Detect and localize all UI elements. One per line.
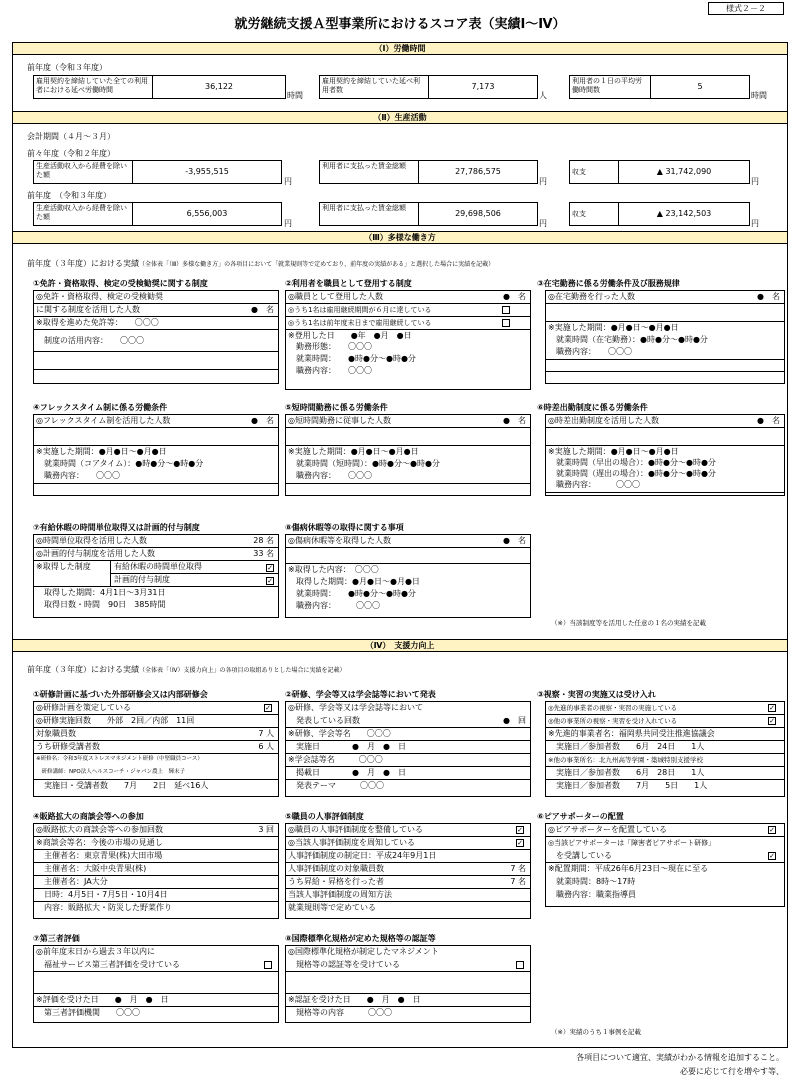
total-hours-label: 雇用契約を締結していた全ての利用者における延べ労働時間 bbox=[33, 75, 153, 99]
item-title: ②利用者を職員として登用する制度 bbox=[285, 279, 412, 288]
row bbox=[286, 972, 530, 994]
item-title: ⑥ピアサポーターの配置 bbox=[537, 812, 624, 821]
row bbox=[546, 291, 784, 304]
y2-wage: 29,698,506 bbox=[418, 202, 538, 226]
row-value: ● 回 bbox=[503, 716, 526, 725]
unit-people: 人 bbox=[539, 91, 547, 100]
section-labor-hours bbox=[12, 42, 788, 112]
item-third-party-eval bbox=[33, 945, 279, 1023]
intro-text: 前年度（３年度）における実績 bbox=[27, 259, 139, 268]
row: 取得日数・時間 90日 385時間 bbox=[36, 600, 166, 609]
row-label: 対象職員数 bbox=[36, 729, 76, 738]
row: 取得した期間：4月1日～3月31日 bbox=[36, 588, 166, 597]
row bbox=[34, 428, 278, 446]
row: ◎うち1名は前年度末日まで雇用継続している bbox=[286, 317, 530, 330]
balance-label: 収支 bbox=[569, 160, 619, 184]
row: 規格等の認証等を受けている bbox=[286, 959, 530, 972]
unit-yen: 円 bbox=[284, 177, 292, 186]
row bbox=[34, 352, 278, 370]
row bbox=[34, 824, 278, 837]
year1-label: 前々年度（令和２年度） bbox=[27, 149, 115, 158]
item-title: ③在宅勤務に係る労働条件及び服務規律 bbox=[537, 279, 680, 288]
row: ◎前年度末日から過去３年以内に bbox=[36, 947, 155, 956]
item-title: ⑧国際標準化規格が定めた規格等の認証等 bbox=[285, 934, 436, 943]
row: ◎ピアサポーターを配置している bbox=[546, 824, 784, 837]
row-label: ※取得した制度 bbox=[36, 562, 91, 571]
row: 実施日・受講者数 7月 2日 延べ16人 bbox=[36, 781, 209, 790]
item-staggered-hours bbox=[545, 414, 785, 496]
row: 勤務形態： 〇〇〇 bbox=[288, 342, 372, 351]
row-value: ● 名 bbox=[757, 292, 780, 301]
item-training bbox=[33, 701, 279, 797]
section-diverse-work bbox=[12, 232, 788, 640]
note: （※）当該制度等を活用した任意の１名の実績を記載 bbox=[551, 619, 706, 627]
row: ◎先進的事業者の視察・実習の実施している bbox=[546, 702, 784, 715]
row: 職務内容：職業指導員 bbox=[548, 890, 636, 899]
y1-wage: 27,786,575 bbox=[418, 160, 538, 184]
y1-income: -3,955,515 bbox=[132, 160, 282, 184]
row-label: うち昇給・昇格を行った者 bbox=[288, 877, 384, 886]
row: ◎研修、学会等又は学会誌等において bbox=[288, 703, 423, 712]
row: 発表テーマ 〇〇〇 bbox=[288, 781, 384, 790]
leave-type-planned: 計画的付与制度 bbox=[110, 574, 278, 587]
row: 職務内容： 〇〇〇 bbox=[546, 479, 784, 493]
row: ※他の事業所名：北九州高等学園・築城特別支援学校 bbox=[546, 754, 784, 767]
y2-income: 6,556,003 bbox=[132, 202, 282, 226]
checkbox[interactable] bbox=[516, 961, 524, 969]
item-flextime bbox=[33, 414, 279, 496]
row bbox=[546, 360, 784, 372]
row-label: 人事評価制度の対象職員数 bbox=[288, 864, 384, 873]
y1-balance: ▲ 31,742,090 bbox=[618, 160, 750, 184]
intro-note: （全体表「（Ⅲ）多様な働き方」の各項目において「就業規則等で定めており、前年度の実績がある」と選択した場合に実績を記載） bbox=[139, 261, 495, 268]
row bbox=[34, 415, 278, 428]
row bbox=[34, 972, 278, 994]
year-label: 前年度（令和３年度） bbox=[27, 63, 107, 72]
row: ※取得した内容： 〇〇〇 bbox=[288, 565, 379, 574]
row-label: ◎計画的付与制度を活用した人数 bbox=[36, 549, 155, 558]
row: 職務内容： 〇〇〇 bbox=[286, 470, 530, 484]
total-hours-value: 36,122 bbox=[152, 75, 286, 99]
income-label: 生産活動収入から経費を除いた額 bbox=[33, 160, 133, 184]
checkbox[interactable]: ✓ bbox=[769, 852, 775, 860]
item-title: ⑦有給休暇の時間単位取得又は計画的付与制度 bbox=[33, 523, 200, 532]
row-label: に関する制度を活用した人数 bbox=[36, 305, 140, 314]
row: ※先進的事業者名：福岡県共同受注推進協議会 bbox=[546, 728, 784, 741]
income-label: 生産活動収入から経費を除いた額 bbox=[33, 202, 133, 226]
section-production bbox=[12, 112, 788, 232]
row-value: ● 名 bbox=[503, 292, 526, 301]
row bbox=[34, 535, 278, 548]
row: ※実施した期間：●月●日～●月●日 bbox=[548, 447, 679, 456]
row: 実施日／参加者数 7月 5日 1人 bbox=[548, 781, 708, 790]
item-title: ④販路拡大の商談会等への参加 bbox=[33, 812, 144, 821]
row: 就業時間（遅出の場合）：●時●分～●時●分 bbox=[548, 469, 716, 478]
row: 就業時間（在宅勤務）：●時●分～●時●分 bbox=[548, 335, 708, 344]
row-value: 7 人 bbox=[258, 729, 274, 738]
row-value: 6 人 bbox=[258, 742, 274, 751]
item-title: ①研修計画に基づいた外部研修会又は内部研修会 bbox=[33, 690, 208, 699]
item-presentation bbox=[285, 701, 531, 797]
row: ※実施した期間：●月●日～●月●日 bbox=[36, 447, 167, 456]
row: ◎当該ピアサポーターは「障害者ピアサポート研修」 bbox=[548, 839, 716, 847]
row: 就業時間：8時～17時 bbox=[548, 877, 636, 886]
row bbox=[286, 415, 530, 428]
row: 福祉サービス第三者評価を受けている bbox=[34, 959, 278, 972]
period-label: 会計期間（４月～３月） bbox=[27, 132, 115, 141]
row-label: ◎フレックスタイム制を活用した人数 bbox=[36, 416, 171, 425]
unit-hours: 時間 bbox=[287, 91, 303, 100]
item-title: ⑤短時間勤務に係る労働条件 bbox=[285, 403, 388, 412]
row bbox=[286, 291, 530, 304]
item-peer-supporter bbox=[545, 823, 785, 907]
row-label: ◎傷病休暇等を取得した人数 bbox=[288, 536, 391, 545]
row: ※実施した期間：●月●日～●月●日 bbox=[288, 447, 419, 456]
item-staff-promotion bbox=[285, 290, 531, 390]
intro-text: 前年度（３年度）における実績 bbox=[27, 665, 139, 674]
row: 実施日／参加者数 6月 28日 1人 bbox=[546, 767, 784, 780]
row: ※登用した日 ●年 ●月 ●日 bbox=[288, 331, 412, 340]
row: ◎職員の人事評価制度を整備している bbox=[286, 824, 530, 837]
item-title: ⑦第三者評価 bbox=[33, 934, 80, 943]
avg-hours-value: 5 bbox=[650, 75, 750, 99]
row: 主催者名：大阪中央青果(株) bbox=[34, 863, 278, 876]
row-value: ● 名 bbox=[251, 416, 274, 425]
intro-note: （全体表「（Ⅳ）支援力向上」の各項目の取組ありとした場合に実績を記載） bbox=[139, 667, 346, 674]
item-title: ⑤職員の人事評価制度 bbox=[285, 812, 364, 821]
row: ◎当該人事評価制度を周知している bbox=[286, 837, 530, 850]
wage-label: 利用者に支払った賃金総額 bbox=[319, 202, 419, 226]
row: 就業時間（コアタイム）：●時●分～●時●分 bbox=[36, 459, 204, 468]
item-title: ③視察・実習の実施又は受け入れ bbox=[537, 690, 656, 699]
row: ◎うち1名は雇用継続期間が６月に達している bbox=[286, 304, 530, 317]
row bbox=[286, 535, 530, 548]
row: 就業時間： ●時●分～●時●分 bbox=[288, 589, 416, 598]
row: 第三者評価機関 〇〇〇 bbox=[36, 1008, 140, 1017]
row: 実施日 ● 月 ● 日 bbox=[286, 741, 530, 754]
item-evaluation bbox=[285, 823, 531, 919]
item-license bbox=[33, 290, 279, 384]
row bbox=[546, 415, 784, 428]
item-title: ⑥時差出勤制度に係る労働条件 bbox=[537, 403, 648, 412]
item-inspection bbox=[545, 701, 785, 797]
form-number: 様式２－２ bbox=[708, 2, 784, 15]
row: ◎研修計画を策定している bbox=[34, 702, 278, 715]
checkbox[interactable] bbox=[502, 319, 510, 327]
item-title: ②研修、学会等又は学会誌等において発表 bbox=[285, 690, 436, 699]
row: ※商談会等名：今後の市場の見通し bbox=[34, 837, 278, 850]
footer-note-1: 各項目について適宜、実績がわかる情報を追加すること。 bbox=[576, 1053, 784, 1062]
row: 職務内容： 〇〇〇 bbox=[288, 366, 372, 375]
checkbox[interactable]: ✓ bbox=[267, 564, 273, 572]
row: 取得した期間：●月●日～●月●日 bbox=[288, 577, 420, 586]
row-label: ◎在宅勤務を行った人数 bbox=[548, 292, 635, 301]
item-short-hours bbox=[285, 414, 531, 496]
row: ※取得を進めた免許等： 〇〇〇 bbox=[34, 317, 278, 330]
item-trade-fair bbox=[33, 823, 279, 919]
row: ◎国際標準化規格が制定したマネジメント bbox=[288, 947, 439, 956]
row: 主催者名：東京青果(株)大田市場 bbox=[34, 850, 278, 863]
checkbox[interactable]: ✓ bbox=[517, 839, 523, 847]
row-label: ◎時差出勤制度を活用した人数 bbox=[548, 416, 659, 425]
row: 就業規則等で定めている bbox=[288, 903, 376, 912]
row: 規格等の内容 〇〇〇 bbox=[288, 1008, 392, 1017]
total-users-value: 7,173 bbox=[428, 75, 538, 99]
row-label: うち研修受講者数 bbox=[36, 742, 100, 751]
row-value: 33 名 bbox=[253, 549, 274, 558]
row: 就業時間（短時間）：●時●分～●時●分 bbox=[288, 459, 440, 468]
row-label: 発表している回数 bbox=[288, 716, 360, 725]
unit-yen: 円 bbox=[539, 177, 547, 186]
row: 実施日／参加者数 6月 24日 1人 bbox=[546, 741, 784, 754]
page-title: 就労継続支援Ａ型事業所におけるスコア表（実績Ⅰ～Ⅳ） bbox=[234, 17, 566, 32]
row-value: 7 名 bbox=[510, 877, 526, 886]
row: 職務内容： 〇〇〇 bbox=[546, 346, 784, 360]
checkbox[interactable] bbox=[502, 306, 510, 314]
section-header: （Ⅰ）労働時間 bbox=[13, 43, 787, 55]
row bbox=[286, 548, 530, 564]
note: （※）実績のうち１事例を記載 bbox=[551, 1028, 641, 1036]
row bbox=[34, 728, 278, 741]
row-value: 3 回 bbox=[258, 825, 274, 834]
item-title: ⑧傷病休暇等の取得に関する事項 bbox=[285, 523, 404, 532]
item-paid-leave bbox=[33, 534, 279, 618]
section-header: （Ⅳ） 支援力向上 bbox=[13, 640, 787, 652]
row: ◎研修実施回数 外部 2回／内部 11回 bbox=[34, 715, 278, 728]
balance-label: 収支 bbox=[569, 202, 619, 226]
row: ◎免許・資格取得、検定の受検勧奨 bbox=[34, 291, 278, 304]
checkbox[interactable]: ✓ bbox=[769, 826, 775, 834]
row bbox=[286, 863, 530, 876]
row: 職務内容： 〇〇〇 bbox=[288, 601, 380, 610]
checkbox[interactable]: ✓ bbox=[769, 704, 775, 712]
row-label: ◎短時間勤務に従事した人数 bbox=[288, 416, 391, 425]
item-title: ④フレックスタイム制に係る労働条件 bbox=[33, 403, 168, 412]
row-value: ● 名 bbox=[757, 416, 780, 425]
section-header: （Ⅱ）生産活動 bbox=[13, 112, 787, 124]
row-label: ◎時間単位取得を活用した人数 bbox=[36, 536, 147, 545]
row: 研修講師：NPO法人ヘルスコーチ・ジャパン農上 輝末子 bbox=[34, 765, 278, 780]
row bbox=[286, 876, 530, 889]
row: 当該人事評価制度の周知方法 bbox=[286, 889, 530, 902]
row: ※研修名：令和3年度ストレスマネジメント研修（中堅職員コース） bbox=[36, 756, 203, 762]
row: 日時：4月5日・7月5日・10月4日 bbox=[34, 889, 278, 902]
row: ※配置期間：平成26年6月23日～現在に至る bbox=[548, 864, 709, 873]
row bbox=[34, 304, 278, 317]
wage-label: 利用者に支払った賃金総額 bbox=[319, 160, 419, 184]
unit-yen: 円 bbox=[284, 219, 292, 228]
unit-yen: 円 bbox=[751, 177, 759, 186]
row: 主催者名：JA大分 bbox=[34, 876, 278, 889]
row-value: ● 名 bbox=[503, 416, 526, 425]
row-value: 28 名 bbox=[253, 536, 274, 545]
unit-yen: 円 bbox=[751, 219, 759, 228]
checkbox[interactable]: ✓ bbox=[265, 704, 271, 712]
row: 制度の活用内容： 〇〇〇 bbox=[34, 330, 278, 352]
row-value: ● 名 bbox=[503, 536, 526, 545]
row bbox=[286, 715, 530, 728]
row: ※実施した期間：●月●日～●月●日 bbox=[548, 323, 679, 332]
row: 掲載日 ● 月 ● 日 bbox=[286, 767, 530, 780]
unit-hours: 時間 bbox=[751, 91, 767, 100]
checkbox[interactable]: ✓ bbox=[517, 826, 523, 834]
checkbox[interactable]: ✓ bbox=[267, 577, 273, 585]
row: ※評価を受けた日 ● 月 ● 日 bbox=[34, 994, 278, 1007]
row-value: ● 名 bbox=[251, 305, 274, 314]
row: 人事評価制度の制定日：平成24年9月1日 bbox=[286, 850, 530, 863]
row: ◎他の事業所の視察・実習を受け入れている bbox=[546, 715, 784, 728]
row: ※研修、学会等名 〇〇〇 bbox=[286, 728, 530, 741]
row bbox=[34, 548, 278, 561]
row-label: ◎販路拡大の商談会等への参加回数 bbox=[36, 825, 163, 834]
intro bbox=[27, 258, 494, 269]
footer-note-2: 必要に応じて行を増やす等、 bbox=[680, 1067, 784, 1076]
row: 職務内容： 〇〇〇 bbox=[34, 470, 278, 484]
leave-type-hourly: 有給休暇の時間単位取得 bbox=[110, 561, 278, 574]
row: を受講している bbox=[546, 850, 784, 863]
row: 内容：販路拡大・防災した野菜作り bbox=[36, 903, 172, 912]
total-users-label: 雇用契約を締結していた延べ利用者数 bbox=[319, 75, 429, 99]
year2-label: 前年度 （令和３年度） bbox=[27, 191, 111, 200]
item-sick-leave bbox=[285, 534, 531, 618]
unit-yen: 円 bbox=[539, 219, 547, 228]
intro bbox=[27, 664, 346, 675]
item-remote-work bbox=[545, 290, 785, 384]
row-label: ◎職員として登用した人数 bbox=[288, 292, 383, 301]
section-support-capacity bbox=[12, 640, 788, 1048]
avg-hours-label: 利用者の１日の平均労働時間数 bbox=[569, 75, 651, 99]
row: 就業時間（早出の場合）：●時●分～●時●分 bbox=[548, 458, 716, 467]
item-iso-certification bbox=[285, 945, 531, 1023]
y2-balance: ▲ 23,142,503 bbox=[618, 202, 750, 226]
row bbox=[286, 428, 530, 446]
row bbox=[34, 741, 278, 754]
row-value: 7 名 bbox=[510, 864, 526, 873]
checkbox[interactable] bbox=[264, 961, 272, 969]
row bbox=[546, 428, 784, 446]
row bbox=[546, 304, 784, 322]
row: ※認証を受けた日 ● 月 ● 日 bbox=[286, 994, 530, 1007]
item-title: ①免許・資格取得、検定の受検勧奨に関する制度 bbox=[33, 279, 208, 288]
row: 就業時間： ●時●分～●時●分 bbox=[288, 354, 416, 363]
checkbox[interactable]: ✓ bbox=[769, 717, 775, 725]
row: ※学会誌等名 〇〇〇 bbox=[286, 754, 530, 767]
section-header: （Ⅲ）多様な働き方 bbox=[13, 232, 787, 244]
